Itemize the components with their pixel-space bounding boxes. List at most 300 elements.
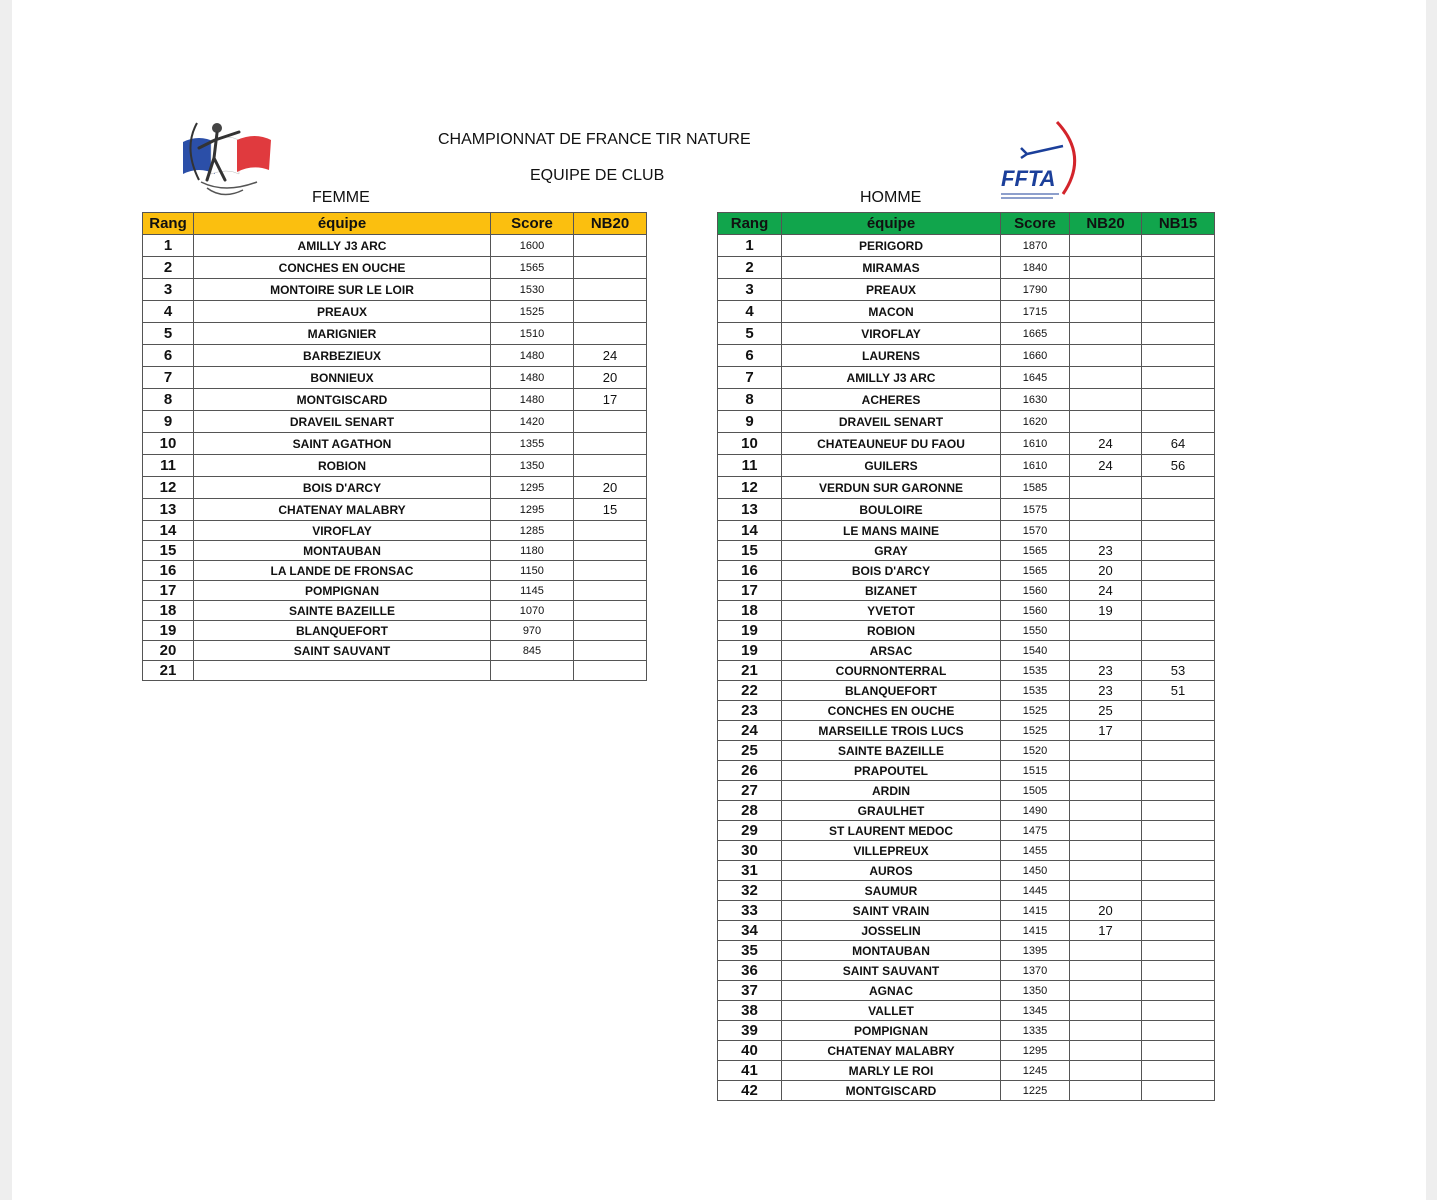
rank-cell: 15 bbox=[143, 541, 194, 561]
table-row bbox=[718, 257, 1215, 279]
team-cell: POMPIGNAN bbox=[194, 581, 491, 601]
nb20-cell: 20 bbox=[574, 477, 647, 499]
score-cell: 845 bbox=[491, 641, 574, 661]
nb15-cell bbox=[1142, 521, 1215, 541]
score-cell: 1610 bbox=[1001, 433, 1070, 455]
nb15-cell bbox=[1142, 921, 1215, 941]
score-cell: 1505 bbox=[1001, 781, 1070, 801]
nb15-cell bbox=[1142, 257, 1215, 279]
table-row bbox=[718, 279, 1215, 301]
nb15-cell bbox=[1142, 781, 1215, 801]
table-row bbox=[143, 499, 647, 521]
team-cell bbox=[194, 661, 491, 681]
score-cell: 1225 bbox=[1001, 1081, 1070, 1101]
nb20-cell: 15 bbox=[574, 499, 647, 521]
rank-cell: 9 bbox=[718, 411, 782, 433]
nb20-cell bbox=[1070, 1081, 1142, 1101]
nb20-cell bbox=[574, 541, 647, 561]
score-cell: 1285 bbox=[491, 521, 574, 541]
table-row bbox=[143, 521, 647, 541]
table-row bbox=[143, 561, 647, 581]
rank-cell: 22 bbox=[718, 681, 782, 701]
score-cell: 1530 bbox=[491, 279, 574, 301]
nb20-cell bbox=[574, 323, 647, 345]
nb20-cell: 24 bbox=[1070, 455, 1142, 477]
nb20-cell bbox=[574, 521, 647, 541]
rank-cell: 34 bbox=[718, 921, 782, 941]
team-cell: VERDUN SUR GARONNE bbox=[782, 477, 1001, 499]
nb20-cell bbox=[1070, 521, 1142, 541]
score-cell: 1525 bbox=[1001, 701, 1070, 721]
table-row bbox=[718, 433, 1215, 455]
rank-cell: 18 bbox=[718, 601, 782, 621]
score-cell: 1420 bbox=[491, 411, 574, 433]
nb20-cell: 17 bbox=[574, 389, 647, 411]
table-row bbox=[143, 235, 647, 257]
table-row bbox=[718, 681, 1215, 701]
nb15-cell bbox=[1142, 301, 1215, 323]
table-row bbox=[718, 477, 1215, 499]
nb20-cell bbox=[1070, 621, 1142, 641]
rank-cell: 8 bbox=[143, 389, 194, 411]
nb15-cell bbox=[1142, 641, 1215, 661]
rank-cell: 1 bbox=[718, 235, 782, 257]
nb20-cell bbox=[574, 641, 647, 661]
rank-cell: 12 bbox=[143, 477, 194, 499]
homme-caption: HOMME bbox=[860, 189, 922, 206]
rank-cell: 32 bbox=[718, 881, 782, 901]
table-row bbox=[143, 601, 647, 621]
team-cell: MONTOIRE SUR LE LOIR bbox=[194, 279, 491, 301]
team-cell: MONTGISCARD bbox=[194, 389, 491, 411]
team-cell: MARSEILLE TROIS LUCS bbox=[782, 721, 1001, 741]
nb15-cell bbox=[1142, 235, 1215, 257]
nb20-cell bbox=[574, 433, 647, 455]
team-cell: CHATENAY MALABRY bbox=[194, 499, 491, 521]
nb20-cell bbox=[1070, 279, 1142, 301]
score-cell: 1540 bbox=[1001, 641, 1070, 661]
score-cell: 1515 bbox=[1001, 761, 1070, 781]
nb15-cell bbox=[1142, 1061, 1215, 1081]
score-cell: 1350 bbox=[491, 455, 574, 477]
table-row bbox=[143, 323, 647, 345]
team-cell: GRAULHET bbox=[782, 801, 1001, 821]
score-cell: 1480 bbox=[491, 367, 574, 389]
rank-cell: 26 bbox=[718, 761, 782, 781]
table-row bbox=[718, 921, 1215, 941]
team-cell: CONCHES EN OUCHE bbox=[194, 257, 491, 279]
score-cell: 1565 bbox=[1001, 541, 1070, 561]
femme-column-header: équipe bbox=[194, 213, 491, 235]
rank-cell: 36 bbox=[718, 961, 782, 981]
team-cell: BONNIEUX bbox=[194, 367, 491, 389]
team-cell: BOIS D'ARCY bbox=[782, 561, 1001, 581]
nb15-cell bbox=[1142, 1081, 1215, 1101]
table-row bbox=[718, 345, 1215, 367]
rank-cell: 14 bbox=[143, 521, 194, 541]
nb20-cell bbox=[1070, 235, 1142, 257]
table-row bbox=[143, 661, 647, 681]
table-row bbox=[718, 641, 1215, 661]
nb20-cell bbox=[1070, 389, 1142, 411]
team-cell: POMPIGNAN bbox=[782, 1021, 1001, 1041]
rank-cell: 2 bbox=[143, 257, 194, 279]
rank-cell: 11 bbox=[718, 455, 782, 477]
team-cell: PREAUX bbox=[782, 279, 1001, 301]
document-subtitle: EQUIPE DE CLUB bbox=[530, 167, 665, 184]
team-cell: MACON bbox=[782, 301, 1001, 323]
score-cell: 1560 bbox=[1001, 601, 1070, 621]
rank-cell: 24 bbox=[718, 721, 782, 741]
table-row bbox=[718, 781, 1215, 801]
rank-cell: 23 bbox=[718, 701, 782, 721]
team-cell: MARLY LE ROI bbox=[782, 1061, 1001, 1081]
nb15-cell bbox=[1142, 477, 1215, 499]
ffta-logo bbox=[997, 120, 1089, 204]
nb20-cell bbox=[1070, 411, 1142, 433]
nb20-cell bbox=[574, 581, 647, 601]
nb15-cell bbox=[1142, 367, 1215, 389]
nb15-cell bbox=[1142, 821, 1215, 841]
document-title: CHAMPIONNAT DE FRANCE TIR NATURE bbox=[438, 131, 751, 148]
nb20-cell bbox=[1070, 1001, 1142, 1021]
nb20-cell: 20 bbox=[1070, 901, 1142, 921]
nb15-cell bbox=[1142, 881, 1215, 901]
table-row bbox=[718, 861, 1215, 881]
score-cell: 1490 bbox=[1001, 801, 1070, 821]
score-cell: 1665 bbox=[1001, 323, 1070, 345]
homme-ranking-table bbox=[717, 212, 1215, 1101]
team-cell: LA LANDE DE FRONSAC bbox=[194, 561, 491, 581]
table-row bbox=[718, 1021, 1215, 1041]
nb15-cell bbox=[1142, 961, 1215, 981]
score-cell: 1870 bbox=[1001, 235, 1070, 257]
team-cell: ROBION bbox=[782, 621, 1001, 641]
nb15-cell bbox=[1142, 621, 1215, 641]
nb20-cell bbox=[574, 601, 647, 621]
team-cell: JOSSELIN bbox=[782, 921, 1001, 941]
rank-cell: 21 bbox=[718, 661, 782, 681]
score-cell: 1450 bbox=[1001, 861, 1070, 881]
table-row bbox=[718, 323, 1215, 345]
table-row bbox=[143, 301, 647, 323]
nb15-cell bbox=[1142, 499, 1215, 521]
rank-cell: 10 bbox=[718, 433, 782, 455]
rank-cell: 1 bbox=[143, 235, 194, 257]
team-cell: VIROFLAY bbox=[194, 521, 491, 541]
table-row bbox=[718, 881, 1215, 901]
rank-cell: 13 bbox=[143, 499, 194, 521]
nb15-cell bbox=[1142, 345, 1215, 367]
nb15-cell bbox=[1142, 389, 1215, 411]
rank-cell: 4 bbox=[143, 301, 194, 323]
nb15-cell bbox=[1142, 841, 1215, 861]
score-cell: 1355 bbox=[491, 433, 574, 455]
nb20-cell: 17 bbox=[1070, 721, 1142, 741]
nb20-cell bbox=[1070, 1041, 1142, 1061]
score-cell: 1550 bbox=[1001, 621, 1070, 641]
score-cell: 1535 bbox=[1001, 661, 1070, 681]
nb20-cell bbox=[1070, 301, 1142, 323]
nb20-cell: 25 bbox=[1070, 701, 1142, 721]
score-cell: 1370 bbox=[1001, 961, 1070, 981]
rank-cell: 25 bbox=[718, 741, 782, 761]
nb20-cell bbox=[1070, 477, 1142, 499]
team-cell: ROBION bbox=[194, 455, 491, 477]
rank-cell: 40 bbox=[718, 1041, 782, 1061]
rank-cell: 7 bbox=[718, 367, 782, 389]
nb20-cell: 24 bbox=[1070, 581, 1142, 601]
nb20-cell: 23 bbox=[1070, 681, 1142, 701]
table-row bbox=[718, 1081, 1215, 1101]
nb20-cell bbox=[574, 279, 647, 301]
nb20-cell bbox=[574, 621, 647, 641]
score-cell: 1525 bbox=[491, 301, 574, 323]
score-cell: 1790 bbox=[1001, 279, 1070, 301]
score-cell: 1565 bbox=[491, 257, 574, 279]
nb15-cell bbox=[1142, 1041, 1215, 1061]
score-cell: 1610 bbox=[1001, 455, 1070, 477]
team-cell: SAINT SAUVANT bbox=[782, 961, 1001, 981]
score-cell: 1150 bbox=[491, 561, 574, 581]
table-row bbox=[143, 477, 647, 499]
score-cell: 1145 bbox=[491, 581, 574, 601]
rank-cell: 2 bbox=[718, 257, 782, 279]
rank-cell: 5 bbox=[718, 323, 782, 345]
team-cell: BOIS D'ARCY bbox=[194, 477, 491, 499]
nb15-cell bbox=[1142, 1001, 1215, 1021]
nb15-cell bbox=[1142, 721, 1215, 741]
score-cell: 1350 bbox=[1001, 981, 1070, 1001]
nb20-cell: 24 bbox=[574, 345, 647, 367]
nb20-cell bbox=[1070, 641, 1142, 661]
rank-cell: 5 bbox=[143, 323, 194, 345]
nb20-cell bbox=[574, 235, 647, 257]
team-cell: DRAVEIL SENART bbox=[782, 411, 1001, 433]
nb20-cell bbox=[1070, 367, 1142, 389]
table-row bbox=[718, 661, 1215, 681]
team-cell: BOULOIRE bbox=[782, 499, 1001, 521]
team-cell: LAURENS bbox=[782, 345, 1001, 367]
score-cell: 1295 bbox=[491, 499, 574, 521]
rank-cell: 28 bbox=[718, 801, 782, 821]
team-cell: AUROS bbox=[782, 861, 1001, 881]
team-cell: AMILLY J3 ARC bbox=[782, 367, 1001, 389]
nb20-cell bbox=[574, 411, 647, 433]
score-cell: 1620 bbox=[1001, 411, 1070, 433]
team-cell: BLANQUEFORT bbox=[782, 681, 1001, 701]
score-cell: 1585 bbox=[1001, 477, 1070, 499]
nb20-cell bbox=[1070, 781, 1142, 801]
table-row bbox=[143, 257, 647, 279]
score-cell: 1445 bbox=[1001, 881, 1070, 901]
table-row bbox=[143, 455, 647, 477]
table-row bbox=[143, 345, 647, 367]
rank-cell: 30 bbox=[718, 841, 782, 861]
team-cell: SAINT SAUVANT bbox=[194, 641, 491, 661]
score-cell: 1630 bbox=[1001, 389, 1070, 411]
rank-cell: 16 bbox=[718, 561, 782, 581]
table-row bbox=[718, 367, 1215, 389]
rank-cell: 38 bbox=[718, 1001, 782, 1021]
rank-cell: 3 bbox=[718, 279, 782, 301]
nb20-cell bbox=[1070, 881, 1142, 901]
femme-column-header: NB20 bbox=[574, 213, 647, 235]
rank-cell: 8 bbox=[718, 389, 782, 411]
team-cell: SAINT AGATHON bbox=[194, 433, 491, 455]
nb20-cell bbox=[574, 661, 647, 681]
rank-cell: 29 bbox=[718, 821, 782, 841]
score-cell: 1335 bbox=[1001, 1021, 1070, 1041]
rank-cell: 14 bbox=[718, 521, 782, 541]
rank-cell: 15 bbox=[718, 541, 782, 561]
team-cell: VILLEPREUX bbox=[782, 841, 1001, 861]
nb20-cell bbox=[1070, 841, 1142, 861]
nb15-cell bbox=[1142, 561, 1215, 581]
table-row bbox=[718, 235, 1215, 257]
table-row bbox=[718, 541, 1215, 561]
team-cell: GUILERS bbox=[782, 455, 1001, 477]
table-row bbox=[718, 701, 1215, 721]
score-cell: 1520 bbox=[1001, 741, 1070, 761]
rank-cell: 16 bbox=[143, 561, 194, 581]
table-row bbox=[718, 761, 1215, 781]
team-cell: MONTAUBAN bbox=[194, 541, 491, 561]
team-cell: CONCHES EN OUCHE bbox=[782, 701, 1001, 721]
table-row bbox=[143, 541, 647, 561]
score-cell: 1645 bbox=[1001, 367, 1070, 389]
team-cell: BARBEZIEUX bbox=[194, 345, 491, 367]
nb15-cell bbox=[1142, 601, 1215, 621]
score-cell: 1560 bbox=[1001, 581, 1070, 601]
score-cell: 1565 bbox=[1001, 561, 1070, 581]
nb20-cell: 20 bbox=[574, 367, 647, 389]
femme-column-header: Rang bbox=[143, 213, 194, 235]
table-row bbox=[718, 581, 1215, 601]
nb15-cell bbox=[1142, 801, 1215, 821]
team-cell: SAUMUR bbox=[782, 881, 1001, 901]
team-cell: AGNAC bbox=[782, 981, 1001, 1001]
rank-cell: 41 bbox=[718, 1061, 782, 1081]
table-row bbox=[718, 741, 1215, 761]
femme-ranking-table bbox=[142, 212, 647, 681]
score-cell: 1575 bbox=[1001, 499, 1070, 521]
nb15-cell bbox=[1142, 901, 1215, 921]
rank-cell: 11 bbox=[143, 455, 194, 477]
table-row bbox=[143, 411, 647, 433]
rank-cell: 7 bbox=[143, 367, 194, 389]
document-page bbox=[12, 0, 1426, 1200]
table-row bbox=[718, 455, 1215, 477]
homme-column-header: Rang bbox=[718, 213, 782, 235]
rank-cell: 4 bbox=[718, 301, 782, 323]
rank-cell: 12 bbox=[718, 477, 782, 499]
table-row bbox=[718, 521, 1215, 541]
team-cell: MONTGISCARD bbox=[782, 1081, 1001, 1101]
table-row bbox=[718, 561, 1215, 581]
score-cell: 1570 bbox=[1001, 521, 1070, 541]
nb20-cell bbox=[1070, 1021, 1142, 1041]
table-row bbox=[718, 1061, 1215, 1081]
table-row bbox=[718, 499, 1215, 521]
rank-cell: 39 bbox=[718, 1021, 782, 1041]
nb20-cell bbox=[1070, 323, 1142, 345]
rank-cell: 35 bbox=[718, 941, 782, 961]
nb15-cell: 51 bbox=[1142, 681, 1215, 701]
team-cell: GRAY bbox=[782, 541, 1001, 561]
nb15-cell bbox=[1142, 279, 1215, 301]
table-row bbox=[143, 433, 647, 455]
rank-cell: 18 bbox=[143, 601, 194, 621]
score-cell: 1180 bbox=[491, 541, 574, 561]
team-cell: MARIGNIER bbox=[194, 323, 491, 345]
table-row bbox=[718, 821, 1215, 841]
score-cell: 1295 bbox=[491, 477, 574, 499]
score-cell: 1415 bbox=[1001, 901, 1070, 921]
score-cell: 1295 bbox=[1001, 1041, 1070, 1061]
nb20-cell bbox=[1070, 801, 1142, 821]
nb20-cell bbox=[1070, 499, 1142, 521]
team-cell: ARDIN bbox=[782, 781, 1001, 801]
table-row bbox=[718, 389, 1215, 411]
nb20-cell: 23 bbox=[1070, 661, 1142, 681]
femme-column-header: Score bbox=[491, 213, 574, 235]
score-cell: 1245 bbox=[1001, 1061, 1070, 1081]
score-cell: 1535 bbox=[1001, 681, 1070, 701]
rank-cell: 27 bbox=[718, 781, 782, 801]
score-cell: 1415 bbox=[1001, 921, 1070, 941]
table-row bbox=[143, 621, 647, 641]
nb20-cell bbox=[1070, 861, 1142, 881]
nb20-cell bbox=[1070, 257, 1142, 279]
team-cell: SAINTE BAZEILLE bbox=[782, 741, 1001, 761]
nb15-cell bbox=[1142, 323, 1215, 345]
table-row bbox=[718, 1001, 1215, 1021]
homme-column-header: NB20 bbox=[1070, 213, 1142, 235]
nb20-cell bbox=[574, 561, 647, 581]
rank-cell: 6 bbox=[143, 345, 194, 367]
rank-cell: 17 bbox=[143, 581, 194, 601]
table-row bbox=[718, 941, 1215, 961]
nb15-cell: 56 bbox=[1142, 455, 1215, 477]
rank-cell: 19 bbox=[143, 621, 194, 641]
rank-cell: 17 bbox=[718, 581, 782, 601]
nb15-cell: 64 bbox=[1142, 433, 1215, 455]
nb20-cell bbox=[574, 257, 647, 279]
rank-cell: 21 bbox=[143, 661, 194, 681]
nb20-cell bbox=[574, 301, 647, 323]
table-row bbox=[718, 601, 1215, 621]
nb20-cell bbox=[1070, 345, 1142, 367]
nb15-cell bbox=[1142, 941, 1215, 961]
team-cell: SAINTE BAZEILLE bbox=[194, 601, 491, 621]
homme-column-header: NB15 bbox=[1142, 213, 1215, 235]
team-cell: ARSAC bbox=[782, 641, 1001, 661]
nb15-cell bbox=[1142, 741, 1215, 761]
rank-cell: 9 bbox=[143, 411, 194, 433]
nb15-cell bbox=[1142, 411, 1215, 433]
nb20-cell bbox=[1070, 1061, 1142, 1081]
score-cell: 1070 bbox=[491, 601, 574, 621]
nb20-cell: 19 bbox=[1070, 601, 1142, 621]
nb15-cell bbox=[1142, 981, 1215, 1001]
nb15-cell bbox=[1142, 701, 1215, 721]
table-row bbox=[718, 301, 1215, 323]
nb20-cell: 23 bbox=[1070, 541, 1142, 561]
table-row bbox=[718, 1041, 1215, 1061]
team-cell: BLANQUEFORT bbox=[194, 621, 491, 641]
nb20-cell: 17 bbox=[1070, 921, 1142, 941]
